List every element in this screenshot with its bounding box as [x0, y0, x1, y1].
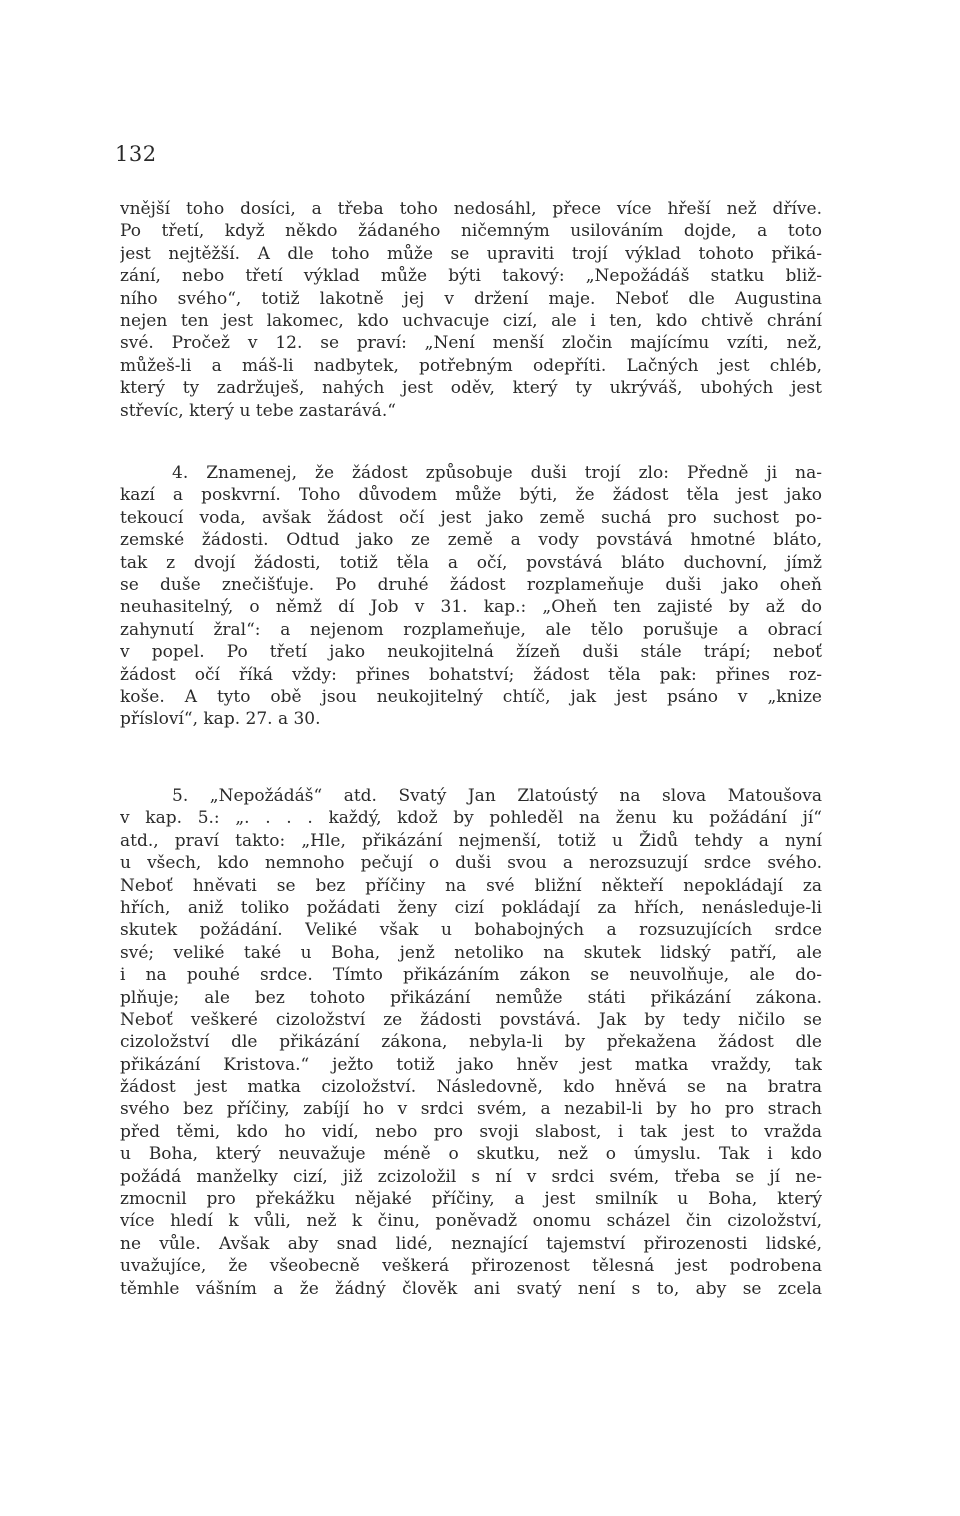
- paragraph-3: [120, 785, 822, 1300]
- text-line: ne vůle. Avšak aby snad lidé, neznající tajemství přirozenosti lidské,: [120, 1233, 822, 1254]
- text-line: svého bez příčiny, zabíjí ho v srdci svém, a nezabil-li by ho pro strach: [120, 1099, 822, 1120]
- text-line: Neboť veškeré cizoložství ze žádosti povstává. Jak by tedy ničilo se: [120, 1009, 822, 1030]
- text-line: požádá manželky cizí, již zcizoložil s ní v srdci svém, třeba se jí ne-: [120, 1166, 822, 1187]
- text-line: můžeš-li a máš-li nadbytek, potřebným odepříti. Lačných jest chléb,: [120, 355, 822, 376]
- text-line: přikázání Kristova.“ ježto totiž jako hněv jest matka vraždy, tak: [120, 1054, 822, 1075]
- text-line: zání, nebo třetí výklad může býti takový: „Nepožádáš statku bliž-: [120, 266, 822, 287]
- text-line: koše. A tyto obě jsou neukojitelný chtíč, jak jest psáno v „knize: [120, 686, 822, 707]
- text-line: střevíc, který u tebe zastarává.“: [120, 400, 396, 421]
- text-line: přísloví“, kap. 27. a 30.: [120, 709, 321, 730]
- text-line: u Boha, který neuvažuje méně o skutku, než o úmyslu. Tak i kdo: [120, 1144, 822, 1165]
- text-line: Po třetí, když někdo žádaného ničemným usilováním dojde, a toto: [120, 221, 822, 242]
- text-line: tekoucí voda, avšak žádost očí jest jako země suchá pro suchost po-: [120, 507, 822, 528]
- text-line: vnější toho dosíci, a třeba toho nedosáhl, přece více hřeší než dříve.: [120, 199, 822, 219]
- text-line: v popel. Po třetí jako neukojitelná žízeň duši stále trápí; neboť: [120, 642, 822, 663]
- text-line: těmhle vášním a že žádný člověk ani svatý není s to, aby se zcela: [120, 1278, 822, 1299]
- text-line: více hledí k vůli, než k činu, poněvadž onomu scházel čin cizoložství,: [120, 1211, 822, 1232]
- text-line: Neboť hněvati se bez příčiny na své bližní někteří nepokládají za: [120, 875, 822, 896]
- text-line: před těmi, kdo ho vidí, nebo pro svoji slabost, i tak jest to vražda: [120, 1121, 822, 1142]
- text-line: zmocnil pro překážku nějaké příčiny, a jest smilník u Boha, který: [120, 1189, 822, 1210]
- text-line: u všech, kdo nemnoho pečují o duši svou a nerozsuzují srdce svého.: [120, 853, 822, 874]
- text-line: jest nejtěžší. A dle toho může se upraviti trojí výklad tohoto přiká-: [120, 243, 822, 264]
- text-line: uvažujíce, že všeobecně veškerá přirozenost tělesná jest podrobena: [120, 1256, 822, 1277]
- text-line: v kap. 5.: „. . . . každý, kdož by pohleděl na ženu ku požádání jí“: [120, 808, 822, 829]
- text-line: zahynutí žral“: a nejenom rozplameňuje, ale tělo porušuje a obrací: [120, 619, 822, 640]
- text-line: zemské žádosti. Odtud jako ze země a vody povstává hmotné bláto,: [120, 530, 822, 551]
- text-line: se duše znečišťuje. Po druhé žádost rozplameňuje duši jako oheň: [120, 574, 822, 595]
- text-line: tak z dvojí žádosti, totiž těla a očí, povstává bláto duchovní, jímž: [120, 552, 822, 573]
- text-line: 4. Znamenej, že žádost způsobuje duši trojí zlo: Předně ji na-: [172, 463, 822, 483]
- text-line: své. Pročež v 12. se praví: „Není menší zločin majícímu vzíti, než,: [120, 333, 822, 354]
- text-line: své; veliké také u Boha, jenž netoliko na skutek lidský patří, ale: [120, 942, 822, 963]
- text-line: žádost jest matka cizoložství. Následovně, kdo hněvá se na bratra: [120, 1077, 822, 1098]
- text-line: žádost očí říká vždy: přines bohatství; žádost těla pak: přines roz-: [120, 664, 822, 685]
- text-line: cizoložství dle přikázání zákona, nebyla-li by překažena žádost dle: [120, 1032, 822, 1053]
- text-line: 5. „Nepožádáš“ atd. Svatý Jan Zlatoústý na slova Matoušova: [172, 786, 822, 806]
- page-number: 132: [115, 142, 157, 166]
- paragraph-1: [120, 198, 822, 422]
- text-line: ního svého“, totiž lakotně jej v držení maje. Neboť dle Augustina: [120, 288, 822, 309]
- text-line: který ty zadržuješ, nahých jest oděv, který ty ukrýváš, ubohých jest: [120, 378, 822, 399]
- text-line: neuhasitelný, o němž dí Job v 31. kap.: „Oheň ten zajisté by až do: [120, 597, 822, 618]
- text-line: skutek požádání. Veliké však u bohabojných a rozsuzujících srdce: [120, 920, 822, 941]
- text-line: i na pouhé srdce. Tímto přikázáním zákon se neuvolňuje, ale do-: [120, 965, 822, 986]
- text-line: kazí a poskvrní. Toho důvodem může býti, že žádost těla jest jako: [120, 485, 822, 506]
- text-line: plňuje; ale bez tohoto přikázání nemůže státi přikázání zákona.: [120, 987, 822, 1008]
- paragraph-2: [120, 462, 822, 731]
- text-line: atd., praví takto: „Hle, přikázání nejmenší, totiž u Židů tehdy a nyní: [120, 830, 822, 851]
- text-line: hřích, aniž toliko požádati ženy cizí pokládají za hřích, nenásleduje-li: [120, 897, 822, 918]
- text-line: nejen ten jest lakomec, kdo uchvacuje cizí, ale i ten, kdo chtivě chrání: [120, 310, 822, 331]
